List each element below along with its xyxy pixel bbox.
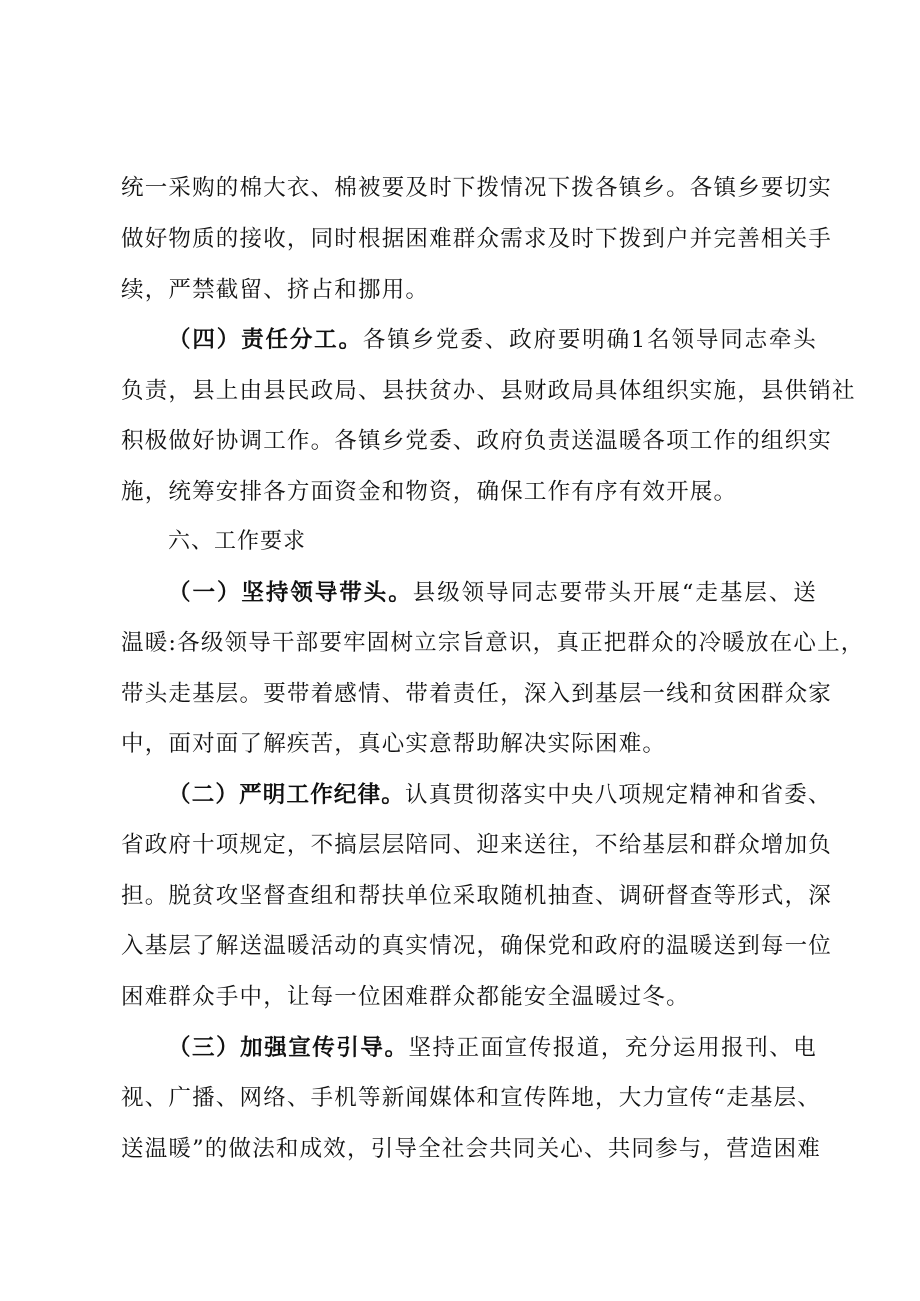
paragraph-first-line <box>168 775 832 815</box>
paragraph-line: 做好物质的接收，同时根据困难群众需求及时下拨到户并完善相关手 <box>121 226 833 252</box>
paragraph-line: 负责，县上由县民政局、县扶贫办、县财政局具体组织实施，县供销社 <box>121 378 856 404</box>
paragraph-line: 省政府十项规定，不搞层层陪同、迎来送往，不给基层和群众增加负 <box>121 832 833 858</box>
paragraph-line: 入基层了解送温暖活动的真实情况，确保党和政府的温暖送到每一位 <box>121 933 833 959</box>
paragraph-line: 统一采购的棉大衣、棉被要及时下拨情况下拨各镇乡。各镇乡要切实 <box>121 175 833 201</box>
paragraph-text: 各镇乡党委、政府要明确1名领导同志牵头 <box>362 327 817 353</box>
paragraph-line: 施，统筹安排各方面资金和物资，确保工作有序有效开展。 <box>121 479 738 505</box>
paragraph-first-line <box>168 320 817 360</box>
paragraph-text: 县级领导同志要带头开展“走基层、送 <box>412 580 817 606</box>
paragraph-text: 认真贯彻落实中央八项规定精神和省委、 <box>405 782 832 808</box>
paragraph-line: 带头走基层。要带着感情、带着责任，深入到基层一线和贫困群众家 <box>121 681 833 707</box>
paragraph-line: 中，面对面了解疾苦，真心实意帮助解决实际困难。 <box>121 731 667 757</box>
paragraph-line: 担。脱贫攻坚督查组和帮扶单位采取随机抽查、调研督查等形式，深 <box>121 883 833 909</box>
paragraph-line: 温暖:各级领导干部要牢固树立宗旨意识，真正把群众的冷暖放在心上， <box>121 630 865 656</box>
paragraph-first-line <box>168 573 817 613</box>
paragraph-title: （一）坚持领导带头。 <box>168 580 413 606</box>
paragraph-title: （三）加强宣传引导。 <box>168 1035 409 1061</box>
paragraph-line: 续，严禁截留、挤占和挪用。 <box>121 277 430 303</box>
paragraph-line: 困难群众手中，让每一位困难群众都能安全温暖过冬。 <box>121 984 690 1010</box>
paragraph-line: 视、广播、网络、手机等新闻媒体和宣传阵地，大力宣传“走基层、 <box>121 1085 822 1111</box>
paragraph-first-line <box>168 1028 817 1068</box>
paragraph-title: （四）责任分工。 <box>168 327 363 353</box>
paragraph-line: 送温暖”的做法和成效，引导全社会共同关心、共同参与，营造困难 <box>121 1136 822 1162</box>
paragraph-text: 坚持正面宣传报道，充分运用报刊、电 <box>408 1035 817 1061</box>
section-heading: 六、工作要求 <box>168 529 307 554</box>
paragraph-line: 积极做好协调工作。各镇乡党委、政府负责送温暖各项工作的组织实 <box>121 428 833 454</box>
paragraph-title: （二）严明工作纪律。 <box>168 782 406 808</box>
